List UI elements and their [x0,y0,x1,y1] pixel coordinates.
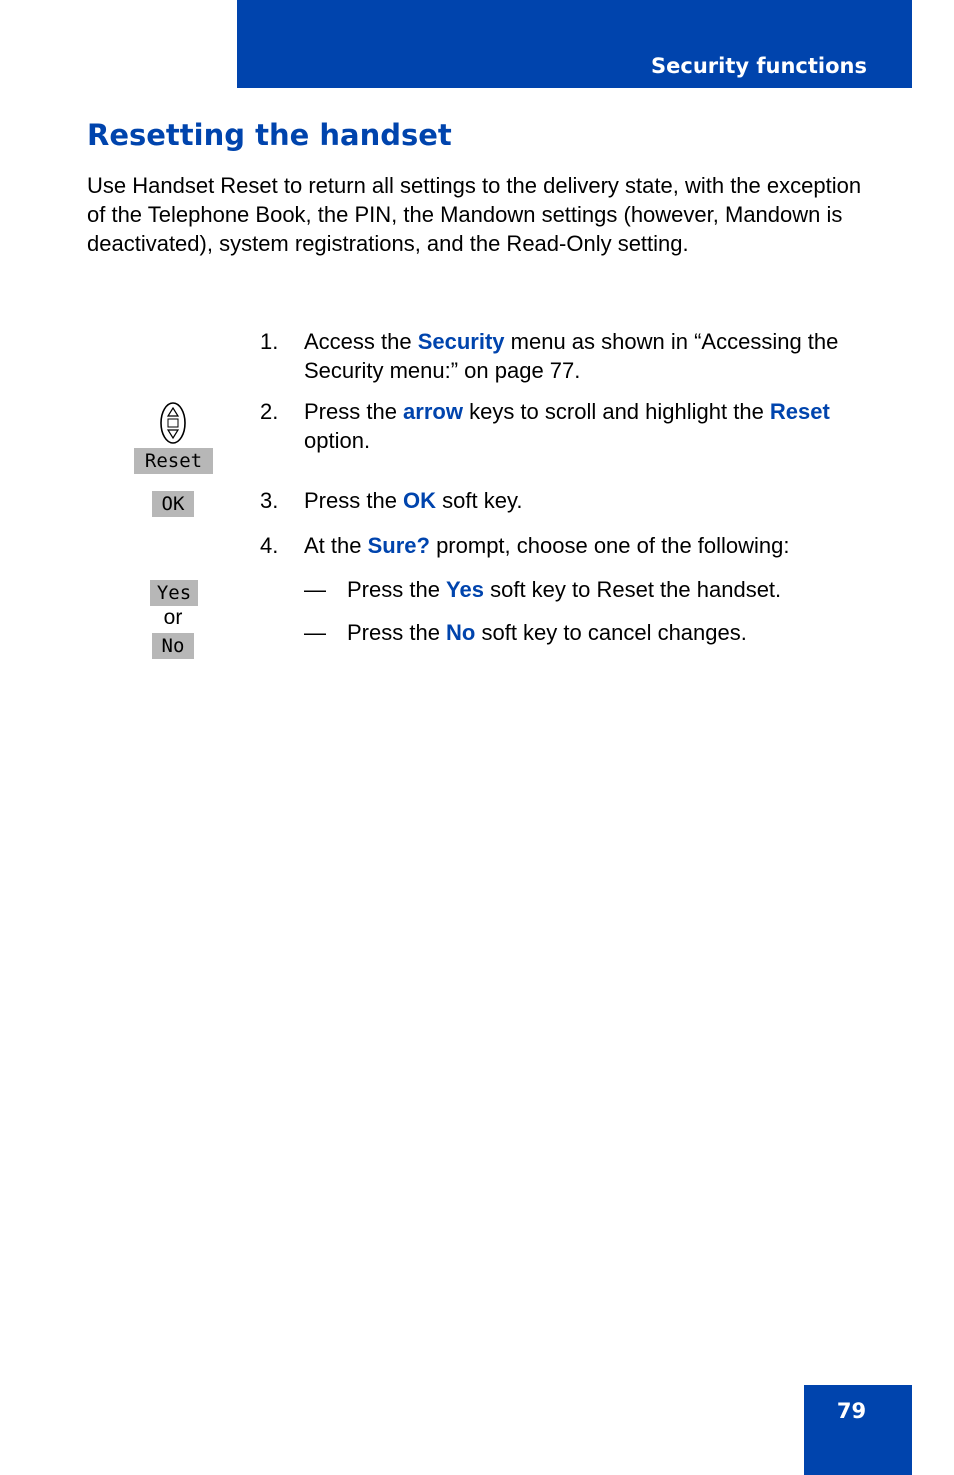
step-text: keys to scroll and highlight the [462,399,770,424]
step-number: 3. [260,488,279,513]
step-number: 2. [260,399,279,424]
keyword-reset: Reset [769,399,830,424]
step-text: soft key. [436,488,523,513]
yes-softkey: Yes [150,580,198,606]
keyword-arrow: arrow [403,399,463,424]
step-text: option. [304,428,371,453]
step-text: soft key to Reset the handset. [483,577,782,602]
arrow-keys-icon [159,401,187,445]
step-text: Press the [347,577,447,602]
dash: — [304,620,326,645]
or-label: or [163,606,183,629]
header-bar [237,0,912,88]
step-text: Access the [304,329,418,354]
keyword-sure: Sure? [367,533,430,558]
step-number: 4. [260,533,279,558]
keyword-ok: OK [403,488,437,513]
no-softkey: No [152,633,194,659]
step-text: Press the [347,620,447,645]
dash: — [304,577,326,602]
step-text: prompt, choose one of the following: [429,533,790,558]
step-text: menu as shown in “Accessing the Security menu:” on page 77. [304,329,839,383]
intro-paragraph: Use Handset Reset to return all settings to the delivery state, with the exception of the Telephone Book, the PIN, the Mandown settings (however, Mandown is deactivated), system registrations, and the Read-Only setting. [87,173,862,256]
ok-softkey: OK [152,491,194,517]
keyword-security: Security [417,329,505,354]
step-text: Press the [304,488,404,513]
step-text: Press the [304,399,404,424]
page-title: Resetting the handset [87,118,452,152]
reset-softkey: Reset [134,448,213,474]
page-number: 79 [836,1399,867,1423]
keyword-no: No [446,620,476,645]
section-title: Security functions [651,54,867,78]
step-text: At the [304,533,368,558]
step-number: 1. [260,329,279,354]
page-number-box [804,1385,912,1475]
keyword-yes: Yes [446,577,484,602]
step-text: soft key to cancel changes. [475,620,747,645]
